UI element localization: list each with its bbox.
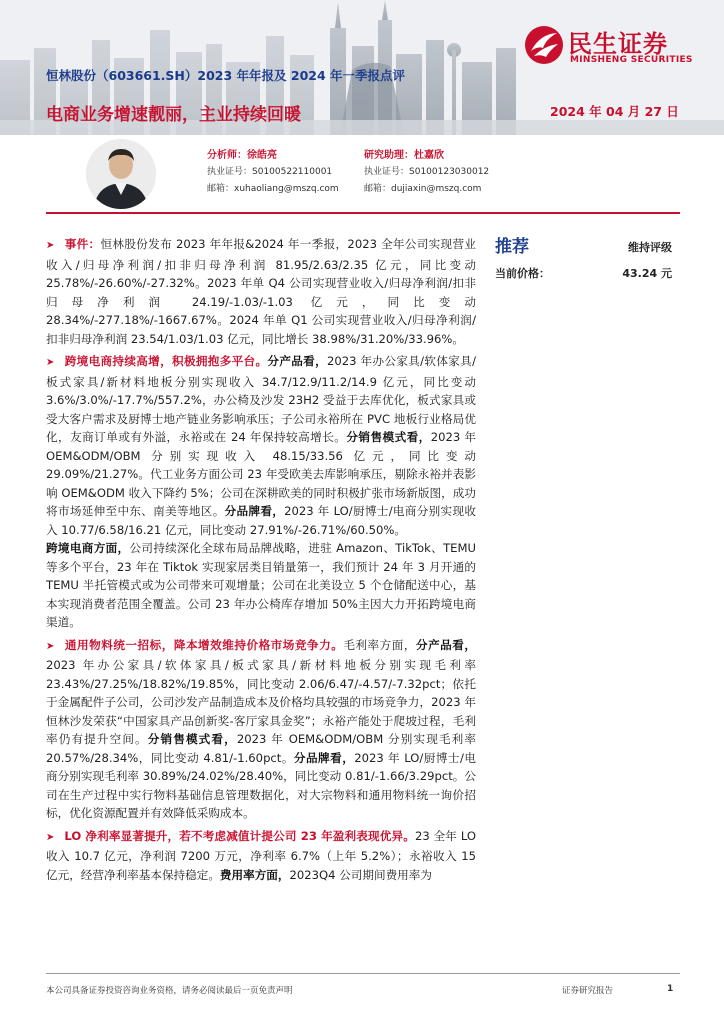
subheading: 分销售模式看，	[346, 430, 431, 444]
price-value: 43.24 元	[622, 267, 672, 280]
bullet-arrow-icon: ➤	[46, 357, 55, 368]
paragraph-text: 2023 年 OEM&ODM/OBM 分别实现毛利率 20.57%/28.34%，同比变动 4.81/-1.60pct。	[46, 732, 476, 765]
analyst-info-2	[364, 147, 489, 198]
bullet-arrow-icon: ➤	[46, 240, 55, 251]
subheading: 分产品看，	[415, 637, 476, 652]
paragraph-text: 毛利率方面，	[343, 637, 416, 652]
paragraph-heading: 事件：	[64, 237, 101, 251]
paragraph-text: 2023 年 LO/厨博士/电商分别实现收入 10.77/6.58/16.21 亿元，同比变动 27.91%/-26.71%/60.50%。	[46, 504, 476, 537]
subheading: 分产品看，	[267, 354, 328, 368]
rating-label: 推荐	[495, 237, 529, 257]
paragraph-event	[46, 235, 476, 348]
paragraph-text: 恒林股份发布 2023 年年报&2024 年一季报，2023 全年公司实现营业收入/归母净利润/扣非归母净利润 81.95/2.63/2.35 亿元，同比变动 25.78%/-26.60%/-27.32%。2023 年单 Q4 公司实现营业收入/归母净利润/扣非归母净利润 24.19/-1.03/-1.03 亿元，同比变动 28.34%/-277.18%/-1667.67%。2024 年单 Q1 公司实现营业收入/归母净利润/扣非归母净利润 23.54/1.03/1.03 亿元，同比增长 38.98%/31.20%/33.96%。	[46, 237, 476, 346]
assistant-name: 研究助理：杜嘉欣	[364, 150, 444, 161]
report-body	[46, 235, 476, 888]
paragraph-text: 2023Q4 公司期间费用率为	[289, 867, 432, 882]
analyst-name: 分析师：徐皓亮	[207, 150, 277, 161]
header-divider	[46, 212, 680, 214]
subheading: 跨境电商方面，	[46, 541, 130, 555]
analyst-photo	[86, 139, 156, 209]
bullet-arrow-icon: ➤	[46, 640, 55, 652]
logo-chinese-text: 民生证券	[568, 30, 668, 58]
subheading: 分品牌看，	[224, 504, 285, 518]
paragraph-text: 23 全年 LO 收入 10.7 亿元，净利润 7200 万元，净利率 6.7%（上年 5.2%）；永裕收入 15 亿元，经营净利率基本保持稳定。	[46, 828, 476, 882]
paragraph-cost	[46, 636, 476, 823]
paragraph-text: 2023 年 OEM&ODM/OBM 分别实现收入 48.15/33.56 亿元，同比变动 29.09%/21.27%。代工业务方面公司 23 年受欧美去库影响承压，剔除永裕并表影响 OEM&ODM 收入下降约 5%；公司在深耕欧美的同时积极扩张市场新版图，成功将市场延伸至中东、南美等地区。	[46, 430, 476, 518]
bullet-arrow-icon: ➤	[46, 831, 55, 843]
logo-english-text: MINSHENG SECURITIES	[570, 55, 693, 65]
paragraph-heading: 跨境电商持续高增，积极拥抱多平台。	[64, 354, 268, 368]
analyst-email[interactable]: 邮箱：xuhaoliang@mszq.com	[207, 184, 339, 194]
paragraph-heading: LO 净利率显著提升，若不考虑减值计提公司 23 年盈利表现优异。	[64, 828, 415, 843]
paragraph-ecommerce	[46, 352, 476, 632]
paragraph-text: 2023 年办公家具/软体家具/板式家具/新材料地板分别实现毛利率 23.43%/27.25%/18.82%/19.85%，同比变动 2.06/6.47/-4.57/-7.32pct；依托于金属配件子公司，公司沙发产品制造成本及价格均具较强的市场竞争力，2023 年恒林沙发荣获“中国家具产品创新奖-客厅家具金奖”；永裕产能处于爬坡过程，毛利率仍有提升空间。	[46, 658, 476, 746]
price-label: 当前价格：	[495, 267, 550, 280]
paragraph-heading: 通用物料统一招标，降本增效维持价格市场竞争力。	[64, 637, 344, 652]
paragraph-text: 2023 年 LO/厨博士/电商分别实现毛利率 30.89%/24.02%/28.40%，同比变动 0.81/-1.66/3.29pct。公司在生产过程中实行物料基础信息管理数据化，对大宗物料和通用物料统一询价招标，优化资源配置并有效降低采购成本。	[46, 750, 476, 820]
subheading: 分品牌看，	[293, 750, 355, 765]
subheading: 分销售模式看，	[147, 732, 237, 746]
report-title: 电商业务增速靓丽，主业持续回暖	[46, 105, 301, 125]
minsheng-logo	[524, 22, 714, 70]
analyst-info-1	[207, 147, 339, 198]
analyst-license: 执业证号：S0100522110001	[207, 167, 333, 177]
footer-divider	[46, 973, 680, 974]
footer-disclaimer: 本公司具备证券投资咨询业务资格，请务必阅读最后一页免责声明	[46, 986, 293, 996]
analyst-portrait-icon	[86, 139, 156, 209]
minsheng-logo-mark-icon	[524, 24, 564, 66]
assistant-email[interactable]: 邮箱：dujiaxin@mszq.com	[364, 184, 482, 194]
page-number: 1	[667, 984, 674, 994]
assistant-license: 执业证号：S0100123030012	[364, 167, 490, 177]
stock-title: 恒林股份（603661.SH）2023 年年报及 2024 年一季报点评	[46, 68, 406, 83]
paragraph-text: 2023 年办公家具/软体家具/板式家具/新材料地板分别实现收入 34.7/12.9/11.2/14.9 亿元，同比变动 3.6%/3.0%/-17.7%/557.2%，办公椅及沙发 23H2 受益于去库优化，板式家具或受大客户需求及厨博士地产链业务影响承压；子公司永裕所在 PVC 地板行业格局优化，友商订单或有外溢，永裕或在 24 年保持较高增长。	[46, 354, 476, 444]
report-header	[0, 0, 724, 135]
report-date: 2024 年 04 月 27 日	[550, 104, 679, 119]
subheading: 费用率方面，	[219, 867, 290, 882]
paragraph-margin	[46, 827, 476, 885]
analyst-row	[0, 135, 724, 215]
paragraph-text: 公司持续深化全球布局品牌战略，进驻 Amazon、TikTok、TEMU 等多个平台，23 年在 Tiktok 实现家居类目销量第一，我们预计 24 年 3 月开通的 TEMU 半托管模式或为公司带来可观增量；公司在北美设立 5 个仓储配送中心，基本实现消费者范围全覆盖。公司 23 年办公椅库存增加 50%主因大力开拓跨境电商渠道。	[46, 541, 476, 629]
footer-label: 证券研究报告	[562, 986, 614, 996]
rating-note: 维持评级	[628, 241, 672, 254]
